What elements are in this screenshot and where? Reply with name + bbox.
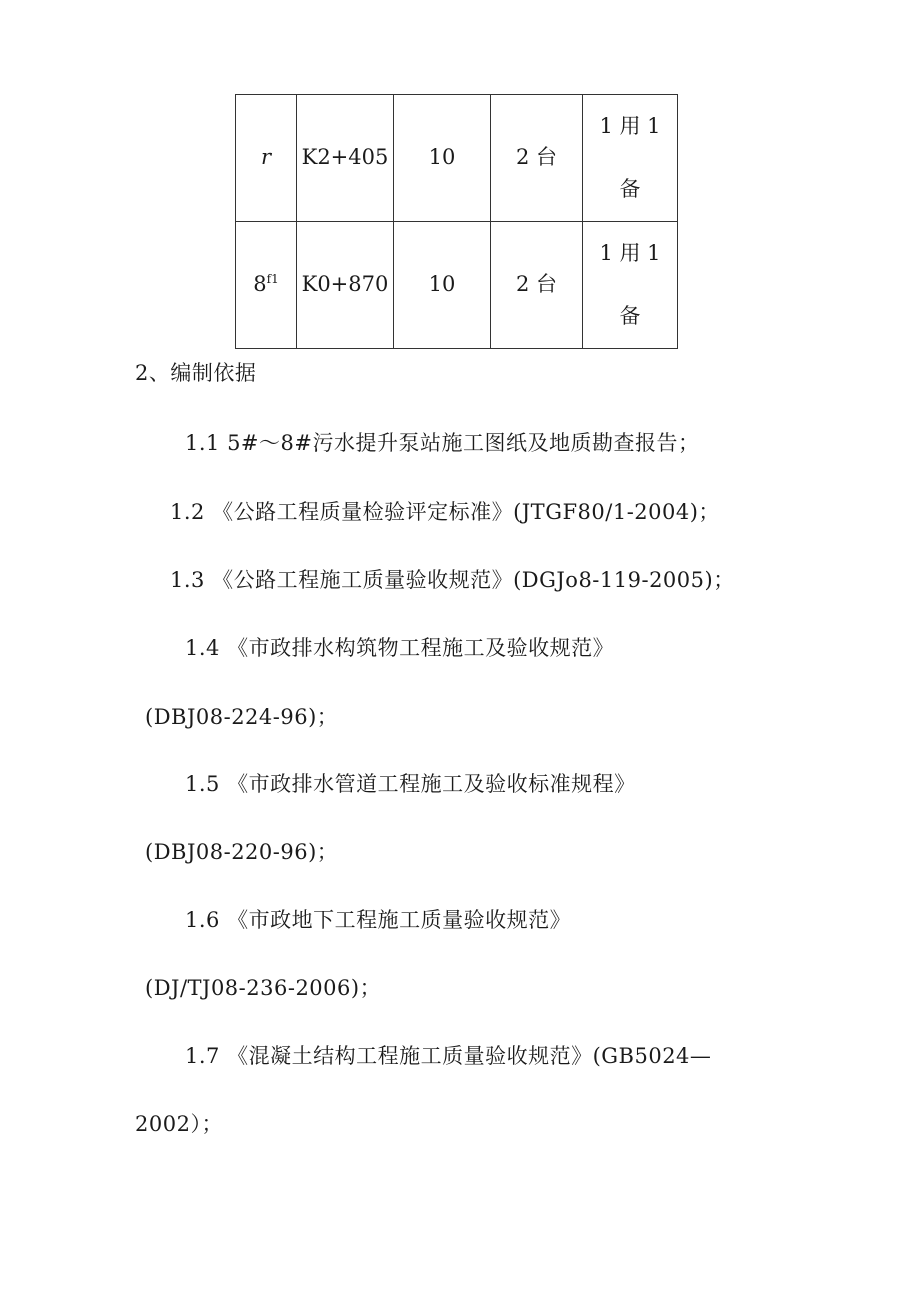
station-id: r	[260, 145, 272, 170]
capacity-cell: 10	[394, 222, 491, 349]
chainage-cell: K0+870	[297, 222, 394, 349]
station-id-cell	[236, 95, 297, 222]
basis-item-7: 1.7 《混凝土结构工程施工质量验收规范》(GB5024—	[185, 1044, 712, 1068]
basis-item-6-continuation: (DJ/TJ08-236-2006)；	[145, 976, 382, 1000]
table-row	[236, 222, 678, 349]
basis-item-1: 1.1 5#～8#污水提升泵站施工图纸及地质勘查报告；	[185, 431, 700, 455]
station-id: 8	[253, 272, 267, 297]
pump-count-cell: 2 台	[491, 222, 583, 349]
config-line-1: 1 用 1	[599, 241, 661, 265]
config-cell	[583, 222, 678, 349]
basis-item-2: 1.2 《公路工程质量检验评定标准》(JTGF80/1-2004)；	[170, 500, 720, 524]
pump-count-cell: 2 台	[491, 95, 583, 222]
config-cell	[583, 95, 678, 222]
table-row	[236, 95, 678, 222]
basis-item-5: 1.5 《市政排水管道工程施工及验收标准规程》	[185, 772, 636, 796]
basis-item-6: 1.6 《市政地下工程施工质量验收规范》	[185, 908, 572, 932]
section-heading: 2、编制依据	[135, 361, 257, 385]
basis-item-3: 1.3 《公路工程施工质量验收规范》(DGJo8-119-2005)；	[170, 568, 735, 592]
config-line-2: 备	[619, 303, 641, 328]
capacity-cell: 10	[394, 95, 491, 222]
basis-item-4-continuation: (DBJ08-224-96)；	[145, 705, 339, 729]
config-line-2: 备	[619, 176, 641, 201]
basis-item-7-continuation: 2002）；	[135, 1112, 223, 1136]
chainage-cell: K2+405	[297, 95, 394, 222]
basis-item-5-continuation: (DBJ08-220-96)；	[145, 840, 339, 864]
pump-station-table	[235, 94, 678, 349]
config-line-1: 1 用 1	[599, 114, 661, 138]
station-id-cell	[236, 222, 297, 349]
basis-item-4: 1.4 《市政排水构筑物工程施工及验收规范》	[185, 636, 615, 660]
station-id-superscript: f1	[266, 272, 279, 287]
